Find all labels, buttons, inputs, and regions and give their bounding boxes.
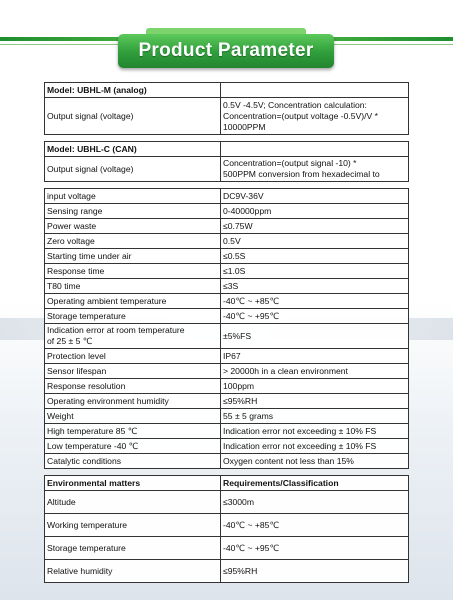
table-cell: Operating environment humidity — [45, 394, 221, 409]
environment-row — [45, 491, 409, 514]
separator — [45, 469, 409, 476]
table-cell: Sensing range — [45, 204, 221, 219]
table-cell: DC9V-36V — [221, 189, 409, 204]
table-cell: -40℃ ~ +85℃ — [221, 514, 409, 537]
can-output-value: Concentration=(output signal -10) * 500PPM conversion from hexadecimal to — [221, 157, 409, 182]
table-cell: T80 time — [45, 279, 221, 294]
table-cell: Power waste — [45, 219, 221, 234]
analog-output-value: 0.5V -4.5V; Concentration calculation: Concentration=(output voltage -0.5V)/V * 10000PPM — [221, 98, 409, 135]
analog-header-empty — [221, 83, 409, 98]
spec-row — [45, 379, 409, 394]
table-cell: ≤3000m — [221, 491, 409, 514]
table-cell: Starting time under air — [45, 249, 221, 264]
can-header-row — [45, 142, 409, 157]
spec-row — [45, 324, 409, 349]
table-cell: Sensor lifespan — [45, 364, 221, 379]
table-cell: Relative humidity — [45, 560, 221, 583]
environment-header-value: Requirements/Classification — [221, 476, 409, 491]
spec-row — [45, 349, 409, 364]
table-cell: ≤3S — [221, 279, 409, 294]
table-cell: 55 ± 5 grams — [221, 409, 409, 424]
table-cell: ≤95%RH — [221, 394, 409, 409]
can-output-label: Output signal (voltage) — [45, 157, 221, 182]
table-cell — [45, 469, 221, 476]
can-header-empty — [221, 142, 409, 157]
spec-row — [45, 234, 409, 249]
spec-row — [45, 219, 409, 234]
parameter-table — [44, 82, 409, 583]
table-cell: ≤1.0S — [221, 264, 409, 279]
table-cell: Protection level — [45, 349, 221, 364]
table-cell: input voltage — [45, 189, 221, 204]
spec-row — [45, 294, 409, 309]
table-cell: Zero voltage — [45, 234, 221, 249]
table-cell: > 20000h in a clean environment — [221, 364, 409, 379]
table-cell — [221, 182, 409, 189]
separator — [45, 135, 409, 142]
can-header: Model: UBHL-C (CAN) — [45, 142, 221, 157]
table-cell: -40℃ ~ +95℃ — [221, 537, 409, 560]
spec-row — [45, 189, 409, 204]
spec-row — [45, 249, 409, 264]
spec-row — [45, 409, 409, 424]
table-cell — [221, 469, 409, 476]
environment-header-row — [45, 476, 409, 491]
table-cell: Weight — [45, 409, 221, 424]
spec-row — [45, 309, 409, 324]
table-cell: IP67 — [221, 349, 409, 364]
environment-row — [45, 537, 409, 560]
environment-row — [45, 514, 409, 537]
table-cell: 0-40000ppm — [221, 204, 409, 219]
spec-row — [45, 454, 409, 469]
table-cell: -40℃ ~ +95℃ — [221, 309, 409, 324]
page-title: Product Parameter — [138, 40, 314, 61]
separator — [45, 182, 409, 189]
analog-output-row — [45, 98, 409, 135]
table-cell: -40℃ ~ +85℃ — [221, 294, 409, 309]
spec-row — [45, 439, 409, 454]
table-cell: Response time — [45, 264, 221, 279]
table-cell: Working temperature — [45, 514, 221, 537]
table-cell: High temperature 85 ℃ — [45, 424, 221, 439]
analog-header: Model: UBHL-M (analog) — [45, 83, 221, 98]
table-cell: 100ppm — [221, 379, 409, 394]
table-cell: ≤0.5S — [221, 249, 409, 264]
table-cell: ≤95%RH — [221, 560, 409, 583]
table-cell — [45, 182, 221, 189]
table-cell: 0.5V — [221, 234, 409, 249]
table-cell: Altitude — [45, 491, 221, 514]
table-cell: Storage temperature — [45, 537, 221, 560]
can-output-row — [45, 157, 409, 182]
title-badge-tab — [146, 28, 306, 34]
table-cell: ±5%FS — [221, 324, 409, 349]
analog-output-label: Output signal (voltage) — [45, 98, 221, 135]
environment-header-label: Environmental matters — [45, 476, 221, 491]
spec-row — [45, 204, 409, 219]
spec-row — [45, 364, 409, 379]
table-cell: Indication error not exceeding ± 10% FS — [221, 424, 409, 439]
table-cell: Indication error not exceeding ± 10% FS — [221, 439, 409, 454]
analog-header-row — [45, 83, 409, 98]
table-cell: Response resolution — [45, 379, 221, 394]
table-cell: Storage temperature — [45, 309, 221, 324]
table-cell — [45, 135, 221, 142]
spec-row — [45, 394, 409, 409]
title-badge — [118, 34, 334, 68]
environment-row — [45, 560, 409, 583]
table-cell — [221, 135, 409, 142]
table-cell: Catalytic conditions — [45, 454, 221, 469]
table-cell: Indication error at room temperature of 25 ± 5 ℃ — [45, 324, 221, 349]
table-cell: ≤0.75W — [221, 219, 409, 234]
table-cell: Operating ambient temperature — [45, 294, 221, 309]
spec-row — [45, 279, 409, 294]
spec-row — [45, 264, 409, 279]
spec-row — [45, 424, 409, 439]
table-cell: Low temperature -40 ℃ — [45, 439, 221, 454]
table-cell: Oxygen content not less than 15% — [221, 454, 409, 469]
